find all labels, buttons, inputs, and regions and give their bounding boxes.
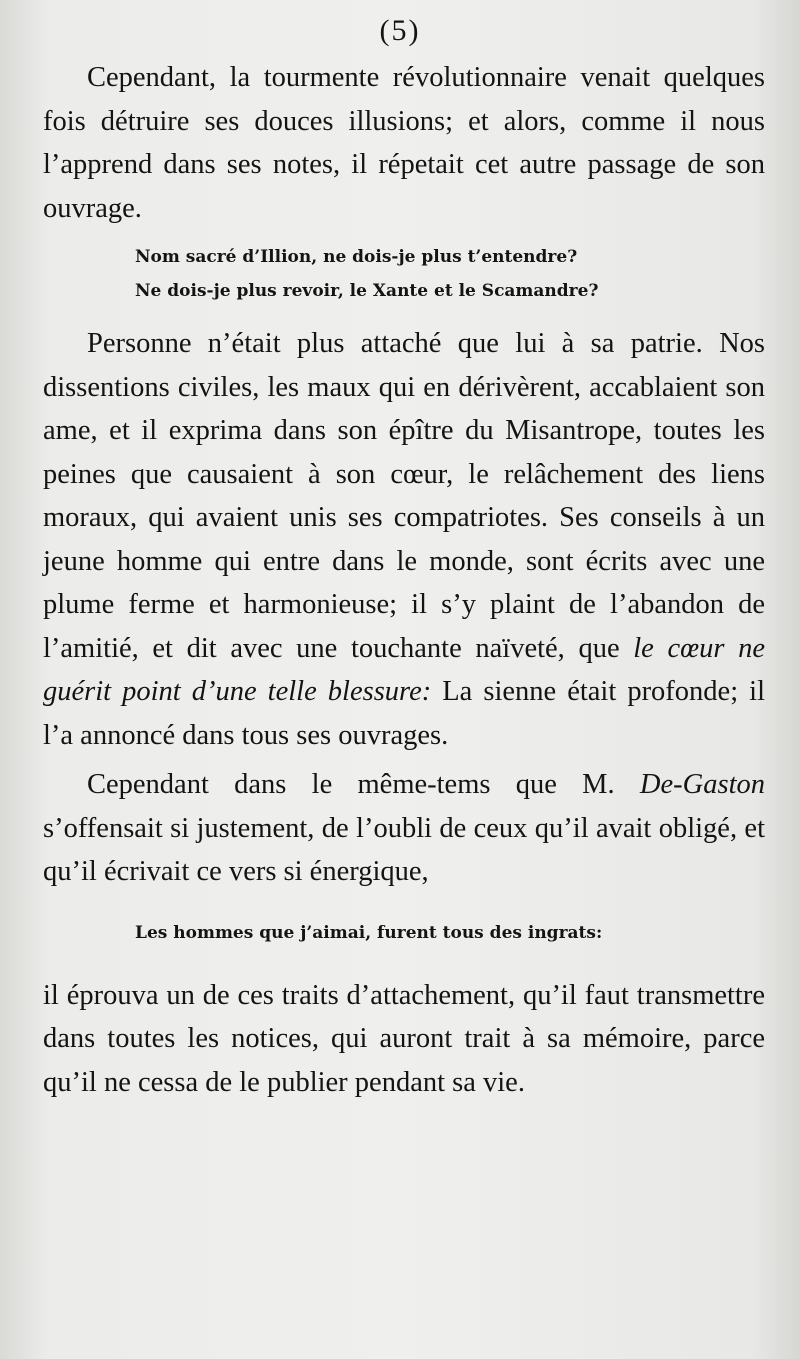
verse-quote-1	[135, 240, 755, 308]
verse-quote-2	[135, 916, 755, 950]
paragraph-4: il éprouva un de ces traits d’attachement, qu’il faut transmettre dans toutes les notices, qui auront trait à sa mémoire, parce qu’il ne cessa de le publier pendant sa vie.	[43, 979, 765, 1098]
paragraph-3-text-a: Cependant dans le même-tems que M.	[87, 769, 640, 800]
verse-line-2: Ne dois-je plus revoir, le Xante et le Scamandre?	[135, 281, 599, 301]
paragraph-3-name: De-Gaston	[639, 769, 765, 800]
paragraph-2-italic-quote: le cœur ne guérit point d’une telle blessure:	[43, 632, 766, 707]
page-number: (5)	[379, 14, 421, 47]
paragraph-2	[43, 322, 765, 757]
paragraph-1: Cependant, la tourmente révolutionnaire venait quelques fois détruire ses douces illusions; et alors, comme il nous l’apprend dans ses notes, il répetait cet autre passage de son ouvrage.	[43, 62, 765, 224]
body-text	[43, 56, 765, 1104]
paragraph-3	[43, 763, 765, 894]
paragraph-2-text-b: La sienne était profonde; il l’a annoncé dans tous ses ouvrages.	[43, 676, 765, 751]
verse-line-1: Nom sacré d’Illion, ne dois-je plus t’entendre?	[135, 247, 578, 267]
paragraph-3-text-b: s’offensait si justement, de l’oubli de ceux qu’il avait obligé, et qu’il écrivait ce vers si énergique,	[43, 812, 765, 887]
paragraph-2-text-a: Personne n’était plus attaché que lui à sa patrie. Nos dissentions civiles, les maux qui en dérivèrent, accablaient son ame, et il exprima dans son épître du Misantrope, toutes les peines que causaient à son cœur, le relâchement des liens moraux, qui avaient unis ses compatriotes. Ses conseils à un jeune homme qui entre dans le monde, sont écrits avec une plume ferme et harmonieuse; il s’y plaint de l’abandon de l’amitié, et dit avec une touchante naïveté, que	[43, 328, 765, 664]
verse-line-3: Les hommes que j’aimai, furent tous des ingrats:	[135, 922, 603, 943]
